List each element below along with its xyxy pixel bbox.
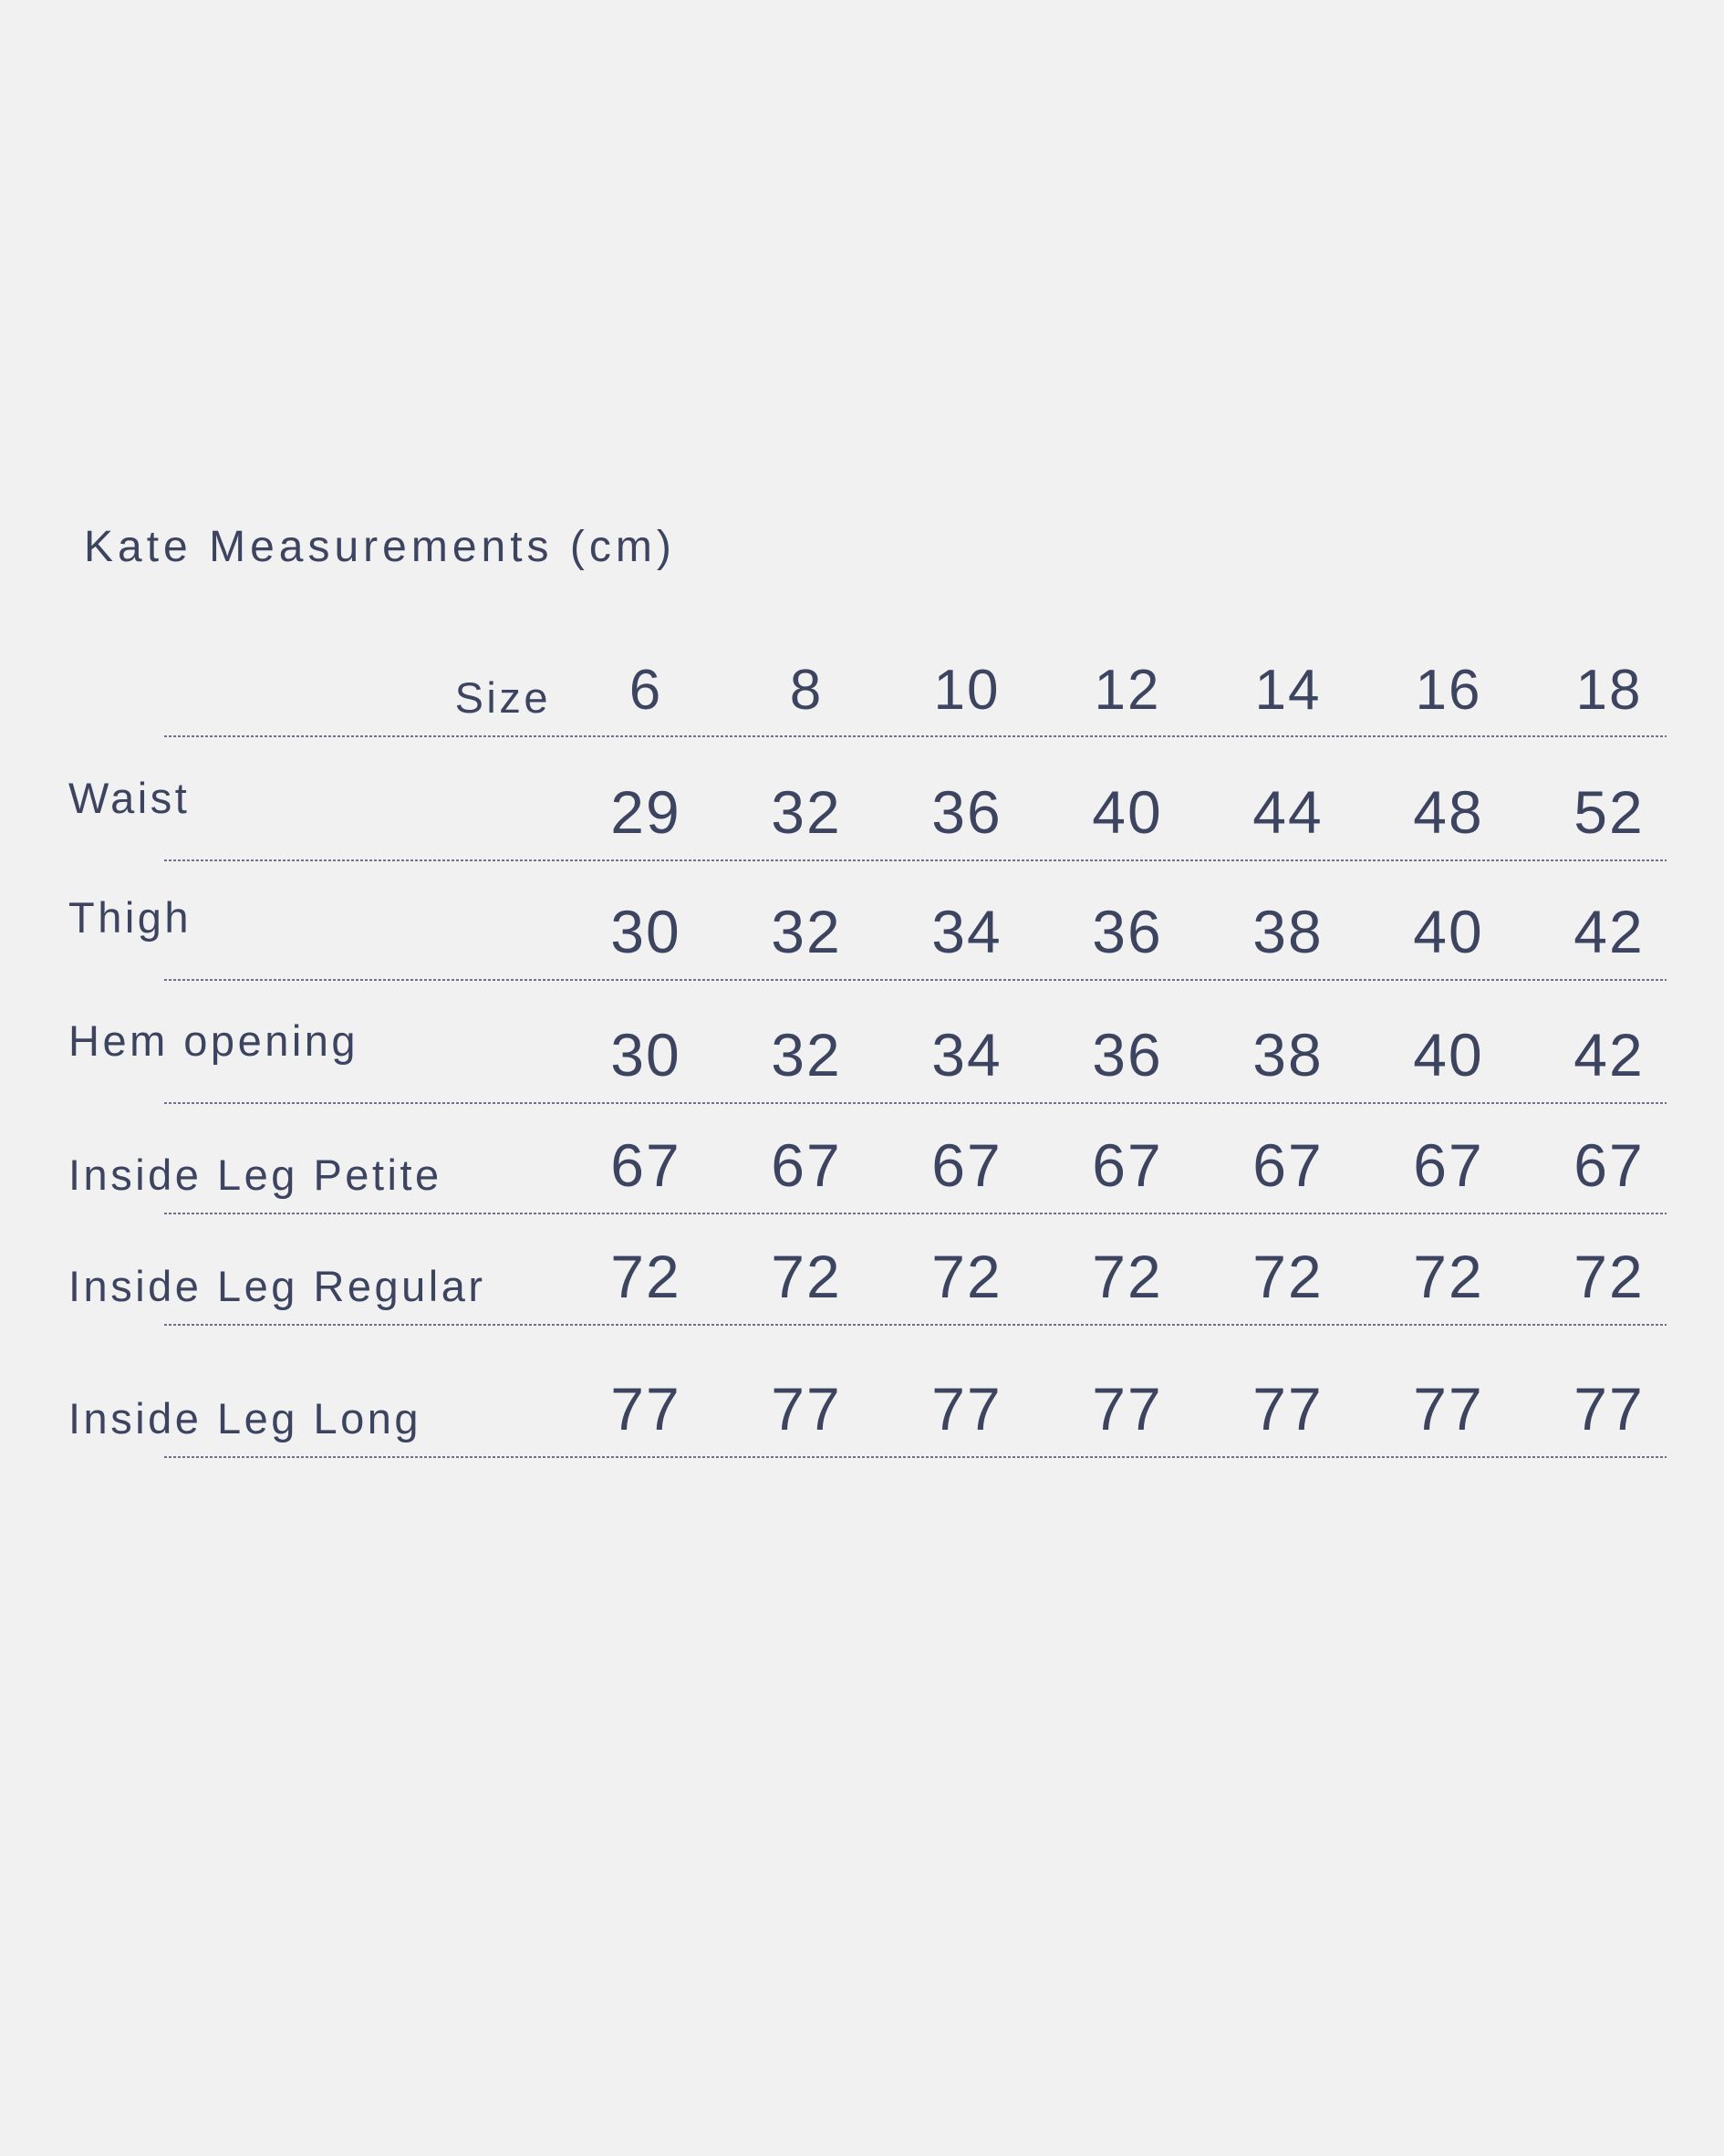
row-label: Waist [68, 774, 191, 822]
size-header-cell: 12 [1094, 659, 1161, 722]
row-label: Hem opening [68, 1016, 359, 1065]
measurement-value-cell: 36 [931, 778, 1002, 846]
measurement-value-cell: 36 [1092, 1021, 1163, 1088]
measurement-value-cell: 42 [1573, 1021, 1645, 1088]
table-row [68, 1104, 1689, 1214]
measurement-value-cell: 72 [610, 1243, 681, 1310]
page-title: Kate Measurements (cm) [84, 523, 676, 571]
size-header-cell: 8 [789, 659, 824, 722]
measurement-value-cell: 40 [1092, 778, 1163, 846]
measurement-value-cell: 32 [771, 778, 842, 846]
table-row [68, 1326, 1689, 1458]
measurement-value-cell: 72 [1252, 1243, 1324, 1310]
measurement-value-cell: 29 [610, 778, 681, 846]
measurement-value-cell: 40 [1413, 898, 1484, 965]
table-row [68, 861, 1689, 981]
size-header-cell: 6 [628, 659, 663, 722]
measurement-value-cell: 77 [771, 1375, 842, 1443]
measurement-value-cell: 72 [1573, 1243, 1645, 1310]
measurement-value-cell: 48 [1413, 778, 1484, 846]
measurement-value-cell: 52 [1573, 778, 1645, 846]
measurement-value-cell: 72 [1413, 1243, 1484, 1310]
measurement-value-cell: 34 [931, 1021, 1002, 1088]
measurement-value-cell: 30 [610, 898, 681, 965]
measurement-value-cell: 77 [1252, 1375, 1324, 1443]
measurement-value-cell: 67 [771, 1131, 842, 1199]
size-header-cell: 10 [933, 659, 1001, 722]
size-column-header: Size [454, 673, 551, 722]
size-header-cell: 14 [1254, 659, 1322, 722]
divider-rule [164, 1456, 1667, 1459]
measurement-value-cell: 44 [1252, 778, 1324, 846]
table-row [68, 1214, 1689, 1326]
measurement-value-cell: 32 [771, 1021, 842, 1088]
measurement-value-cell: 67 [610, 1131, 681, 1199]
measurement-value-cell: 67 [1573, 1131, 1645, 1199]
row-label: Inside Leg Petite [68, 1151, 442, 1199]
row-label: Thigh [68, 893, 192, 942]
measurement-value-cell: 40 [1413, 1021, 1484, 1088]
measurement-value-cell: 36 [1092, 898, 1163, 965]
measurement-value-cell: 77 [1413, 1375, 1484, 1443]
measurement-value-cell: 72 [1092, 1243, 1163, 1310]
measurement-value-cell: 77 [1092, 1375, 1163, 1443]
table-row [68, 981, 1689, 1104]
table-row [68, 737, 1689, 861]
size-header-cell: 16 [1415, 659, 1482, 722]
measurements-table [68, 639, 1689, 1458]
measurement-value-cell: 32 [771, 898, 842, 965]
size-header-cell: 18 [1575, 659, 1643, 722]
measurement-value-cell: 42 [1573, 898, 1645, 965]
measurement-value-cell: 38 [1252, 1021, 1324, 1088]
measurement-value-cell: 72 [771, 1243, 842, 1310]
measurement-value-cell: 30 [610, 1021, 681, 1088]
measurement-value-cell: 67 [931, 1131, 1002, 1199]
measurement-value-cell: 77 [610, 1375, 681, 1443]
table-header-row [68, 639, 1689, 737]
measurement-value-cell: 67 [1092, 1131, 1163, 1199]
measurement-value-cell: 38 [1252, 898, 1324, 965]
measurement-value-cell: 72 [931, 1243, 1002, 1310]
measurement-value-cell: 67 [1413, 1131, 1484, 1199]
measurement-value-cell: 77 [931, 1375, 1002, 1443]
row-label: Inside Leg Regular [68, 1262, 486, 1310]
measurement-value-cell: 34 [931, 898, 1002, 965]
row-label: Inside Leg Long [68, 1394, 422, 1443]
measurement-value-cell: 67 [1252, 1131, 1324, 1199]
measurement-value-cell: 77 [1573, 1375, 1645, 1443]
